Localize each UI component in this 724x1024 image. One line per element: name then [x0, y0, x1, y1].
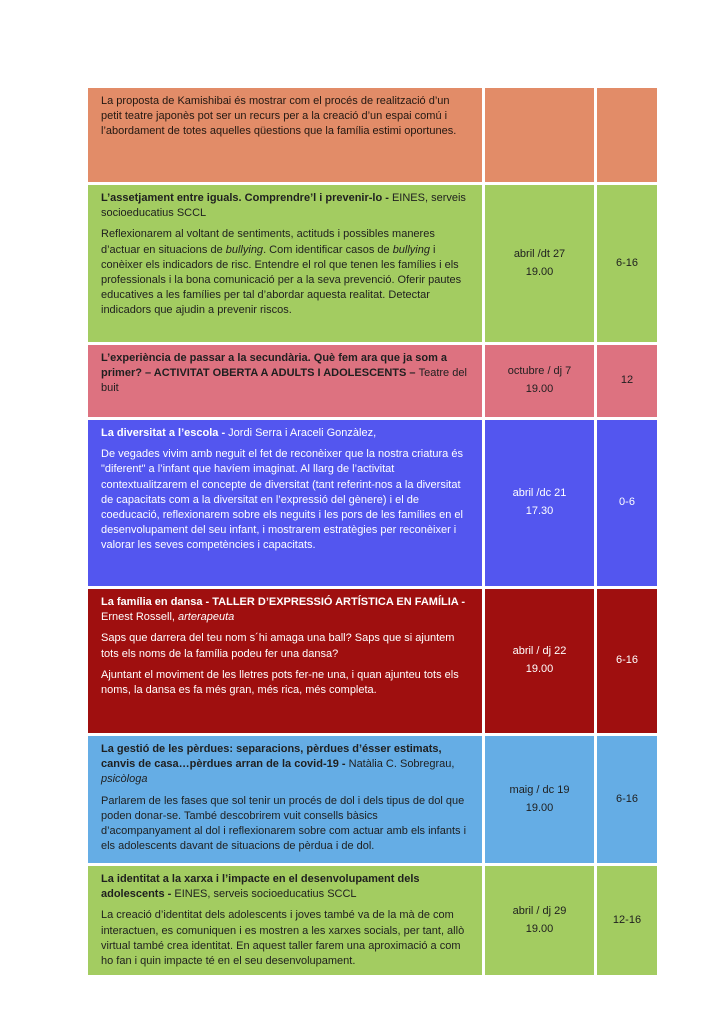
activity-date-cell	[485, 88, 594, 182]
activity-time: 19.00	[525, 265, 554, 278]
text-segment: bullying	[225, 243, 264, 256]
text-segment: Parlarem de les fases que sol tenir un procés de dol i dels tipus de dol que poden donar-se. També descobrirem vuit consells bàsics d’acompanyament al dol i reflexionarem sobre com actuar amb els infants i els adolescents davant de situacions de pèrdua i de dol.	[101, 794, 467, 853]
activity-age-range: 0-6	[597, 420, 657, 586]
activity-paragraph	[101, 227, 470, 318]
text-segment: Ernest Rossell,	[101, 611, 179, 624]
activity-date-cell	[485, 589, 594, 733]
activity-time: 19.00	[525, 663, 554, 675]
activity-paragraph	[101, 908, 470, 969]
text-segment: La família en dansa - TALLER D’EXPRESSIÓ ARTÍSTICA EN FAMÍLIA -	[101, 596, 466, 608]
activity-description-cell	[88, 736, 482, 863]
table-row-familia-en-dansa	[88, 589, 657, 733]
activity-paragraph	[101, 426, 470, 441]
activity-paragraph	[101, 94, 470, 140]
text-segment: La creació d’identitat dels adolescents i joves també va de la mà de com interactuen, es comuniquen i es mostren a les xarxes socials, per tant, allò virtual també crea identitat. En aquest taller farem una aproximació a com ho fan i quin impacte té en el seu desenvolupament.	[101, 909, 465, 967]
activity-paragraph	[101, 191, 470, 221]
activity-paragraph	[101, 794, 470, 855]
text-segment: La gestió de les pèrdues: separacions, pèrdues d’ésser estimats, canvis de casa…pèrdues arran de la covid-19 -	[101, 743, 442, 771]
activity-paragraph	[101, 872, 470, 902]
activity-description-cell	[88, 345, 482, 417]
text-segment: . Com identificar casos de	[263, 243, 393, 256]
text-segment: La identitat a la xarxa i l’impacte en el desenvolupament dels adolescents -	[101, 873, 420, 901]
activity-date-cell	[485, 866, 594, 975]
table-row-diversitat-a-l-escola	[88, 420, 657, 586]
activity-date-cell	[485, 345, 594, 417]
activity-date: abril / dj 22	[512, 645, 567, 658]
text-segment: L’experiència de passar a la secundària. Què fem ara que ja som a primer? – ACTIVITAT OBERTA A ADULTS I ADOLESCENTS –	[101, 352, 448, 380]
activity-date: abril /dt 27	[513, 247, 566, 260]
text-segment: Saps que darrera del teu nom s´hi amaga una ball? Saps que si ajuntem tots els noms de la família podeu fer una dansa?	[101, 632, 455, 660]
activity-date: octubre / dj 7	[507, 365, 572, 378]
text-segment: Reflexionarem al voltant de sentiments, actituds i possibles maneres d’actuar en situacions de	[101, 228, 435, 256]
activity-date: abril /dc 21	[512, 487, 567, 500]
activity-time: 17.30	[525, 505, 554, 517]
activity-age-range: 12	[597, 345, 657, 417]
activity-time: 19.00	[525, 922, 554, 935]
text-segment: i conèixer els indicadors de risc. Entendre el rol que tenen les famílies i els professionals i la bona comunicació per a la seva prevenció. Oferir pautes educatives a les famílies per tal d’abordar aquesta realitat. Detectar indicadors que ajudin a prevenir riscos.	[101, 243, 462, 317]
text-segment: EINES, serveis socioeducatius SCCL	[174, 888, 357, 901]
text-segment: psicòloga	[101, 773, 148, 786]
activity-paragraph	[101, 631, 470, 661]
text-segment: De vegades vivim amb neguit el fet de reconèixer que la nostra criatura és "diferent" a l’infant que havíem imaginat. Al llarg de l’activitat contextualitzarem el concepte de diversitat (tant referint-nos a la diversitat de capacitats com a la diversitat en l’expressió del gènere) i el de coeducació, reflexionarem sobre els neguits i les pors de les famílies en el desenvolupament del seu infant, i mostrarem estratègies per reconèixer i valorar les seves competències i capacitats.	[101, 448, 463, 552]
table-row-passar-a-la-secundaria	[88, 345, 657, 417]
activity-date-cell	[485, 736, 594, 863]
activity-paragraph	[101, 742, 470, 788]
text-segment: La proposta de Kamishibai és mostrar com el procés de realització d’un petit teatre japonès pot ser un recurs per a la creació d’un espai comú i l’abordament de totes aquelles qüestions que la família estimi oportunes.	[101, 95, 457, 138]
activity-description-cell	[88, 185, 482, 342]
activity-description-cell	[88, 88, 482, 182]
activity-paragraph	[101, 447, 470, 553]
table-row-kamishibai	[88, 88, 657, 182]
activities-table	[88, 88, 657, 975]
table-row-identitat-a-la-xarxa	[88, 866, 657, 975]
activity-description-cell	[88, 589, 482, 733]
activity-age-range: 6-16	[597, 589, 657, 733]
text-segment: Teatre del buit	[101, 367, 467, 395]
activity-time: 19.00	[525, 383, 554, 395]
activity-paragraph	[101, 668, 470, 698]
text-segment: La diversitat a l’escola -	[101, 427, 229, 439]
activity-age-range: 6-16	[597, 736, 657, 863]
table-row-assetjament-entre-iguals	[88, 185, 657, 342]
activity-date-cell	[485, 185, 594, 342]
text-segment: Ajuntant el moviment de les lletres pots fer-ne una, i quan ajunteu tots els noms, la dansa es fa més gran, més rica, més completa.	[101, 668, 459, 696]
text-segment: EINES, serveis socioeducatius SCCL	[101, 192, 466, 220]
activity-description-cell	[88, 420, 482, 586]
text-segment: L’assetjament entre iguals. Comprendre’l i prevenir-lo -	[101, 192, 392, 204]
activity-paragraph	[101, 595, 470, 625]
activity-date-cell	[485, 420, 594, 586]
activity-time: 19.00	[525, 801, 554, 814]
text-segment: Jordi Serra i Araceli Gonzàlez,	[228, 427, 377, 439]
activity-date: maig / dc 19	[509, 783, 570, 796]
activity-age-range	[597, 88, 657, 182]
table-row-gestio-de-les-perdues	[88, 736, 657, 863]
text-segment: arterapeuta	[178, 611, 235, 624]
activity-date: abril / dj 29	[512, 904, 567, 917]
text-segment: bullying	[392, 243, 430, 256]
activity-age-range: 6-16	[597, 185, 657, 342]
activity-age-range: 12-16	[597, 866, 657, 975]
activity-paragraph	[101, 351, 470, 397]
text-segment: Natàlia C. Sobregrau,	[348, 758, 455, 771]
activity-description-cell	[88, 866, 482, 975]
